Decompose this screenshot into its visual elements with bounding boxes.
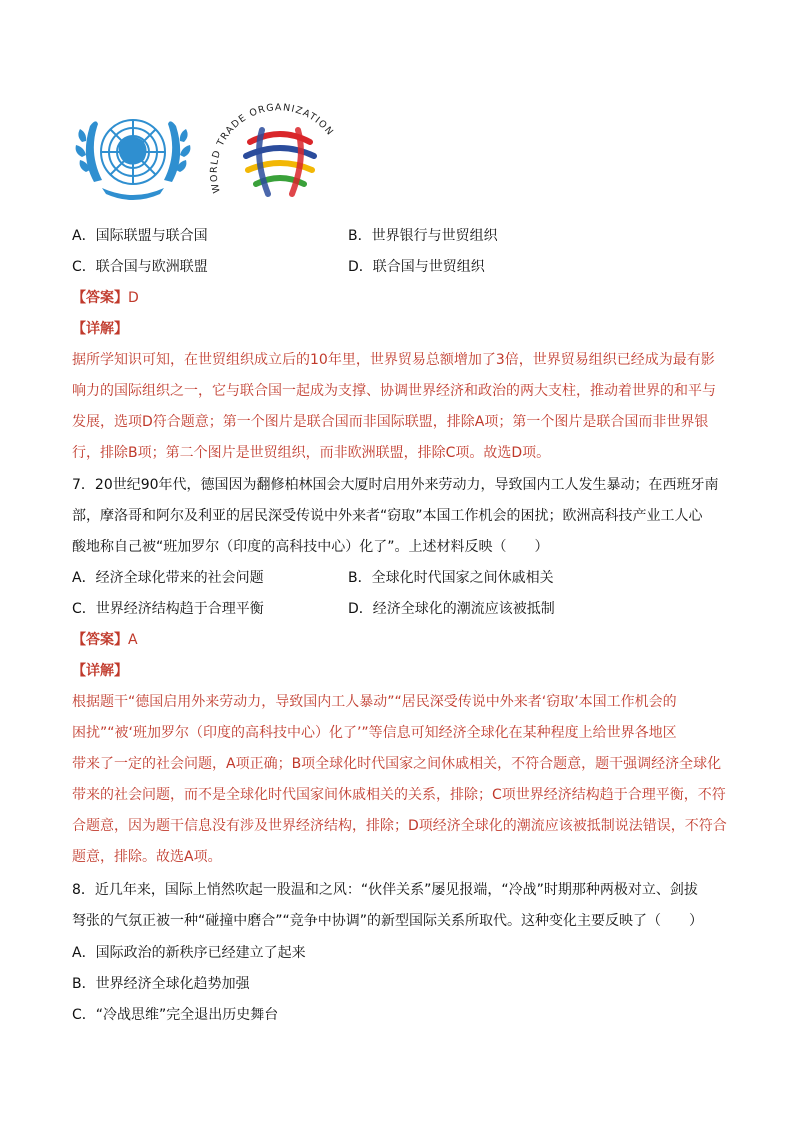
q7-stem-line: 7．20世纪90年代，德国因为翻修柏林国会大厦时启用外来劳动力，导致国内工人发生暴动；在西班牙南 [72, 477, 719, 493]
q8-option-b: B．世界经济全球化趋势加强 [72, 976, 250, 992]
q6-option-b: B．世界银行与世贸组织 [348, 228, 498, 244]
q7-stem-line: 酸地称自己被“班加罗尔（印度的高科技中心）化了”。上述材料反映（ ） [72, 539, 549, 555]
q6-detail-line: 据所学知识可知，在世贸组织成立后的10年里，世界贸易总额增加了3倍，世界贸易组织已经成为最有影 [72, 352, 715, 368]
q7-answer [72, 630, 138, 650]
q8-option-a: A．国际政治的新秩序已经建立了起来 [72, 945, 306, 961]
q6-detail-line: 发展，选项D符合题意；第一个图片是联合国而非国际联盟，排除A项；第一个图片是联合国而非世界银 [72, 414, 709, 430]
q7-detail-line: 困扰”“被‘班加罗尔（印度的高科技中心）化了’”等信息可知经济全球化在某种程度上给世界各地区 [72, 725, 677, 741]
q7-detail-line: 带来的社会问题，而不是全球化时代国家间休戚相关的关系，排除；C项世界经济结构趋于合理平衡，不符 [72, 787, 726, 803]
q6-detail-line: 响力的国际组织之一，它与联合国一起成为支撑、协调世界经济和政治的两大支柱，推动着世界的和平与 [72, 383, 716, 399]
q6-option-d: D．联合国与世贸组织 [348, 259, 485, 275]
q6-detail-label-text: 【详解】 [72, 321, 128, 337]
q7-option-a: A．经济全球化带来的社会问题 [72, 570, 264, 586]
q7-option-b: B．全球化时代国家之间休戚相关 [348, 570, 554, 586]
q7-stem-line: 部，摩洛哥和阿尔及利亚的居民深受传说中外来者“窃取”本国工作机会的困扰；欧洲高科技产业工人心 [72, 508, 703, 524]
q7-answer-value: A [128, 632, 138, 648]
q6-option-c: C．联合国与欧洲联盟 [72, 259, 208, 275]
q8-option-c: C．“冷战思维”完全退出历史舞台 [72, 1007, 279, 1023]
q6-answer-label: 【答案】 [72, 290, 128, 306]
q7-detail-label-text: 【详解】 [72, 663, 128, 679]
q7-option-d: D．经济全球化的潮流应该被抵制 [348, 601, 555, 617]
q6-detail-label [72, 319, 128, 339]
q7-detail-line: 题意，排除。故选A项。 [72, 849, 222, 865]
un-emblem-icon [72, 102, 194, 208]
wto-arc-text: WORLD TRADE ORGANIZATION [208, 102, 336, 195]
q6-answer [72, 288, 139, 308]
q6-option-a: A．国际联盟与联合国 [72, 228, 208, 244]
wto-logo-icon [202, 96, 352, 212]
q7-detail-line: 带来了一定的社会问题，A项正确；B项全球化时代国家之间休戚相关，不符合题意，题干强调经济全球化 [72, 756, 722, 772]
q8-stem-line: 弩张的气氛正被一种“碰撞中磨合”“竞争中协调”的新型国际关系所取代。这种变化主要反映了（ ） [72, 913, 704, 929]
q8-stem-line: 8．近几年来，国际上悄然吹起一股温和之风：“伙伴关系”屡见报端，“冷战”时期那种两极对立、剑拔 [72, 882, 698, 898]
q7-detail-line: 根据题干“德国启用外来劳动力，导致国内工人暴动”“居民深受传说中外来者‘窃取’本国工作机会的 [72, 694, 677, 710]
q6-detail-line: 行，排除B项；第二个图片是世贸组织，而非欧洲联盟，排除C项。故选D项。 [72, 445, 551, 461]
q7-answer-label: 【答案】 [72, 632, 128, 648]
q7-detail-label [72, 661, 128, 681]
logos-area [72, 96, 372, 216]
q6-answer-value: D [128, 290, 139, 306]
q7-option-c: C．世界经济结构趋于合理平衡 [72, 601, 264, 617]
q7-detail-line: 合题意，因为题干信息没有涉及世界经济结构，排除；D项经济全球化的潮流应该被抵制说法错误，不符合 [72, 818, 727, 834]
